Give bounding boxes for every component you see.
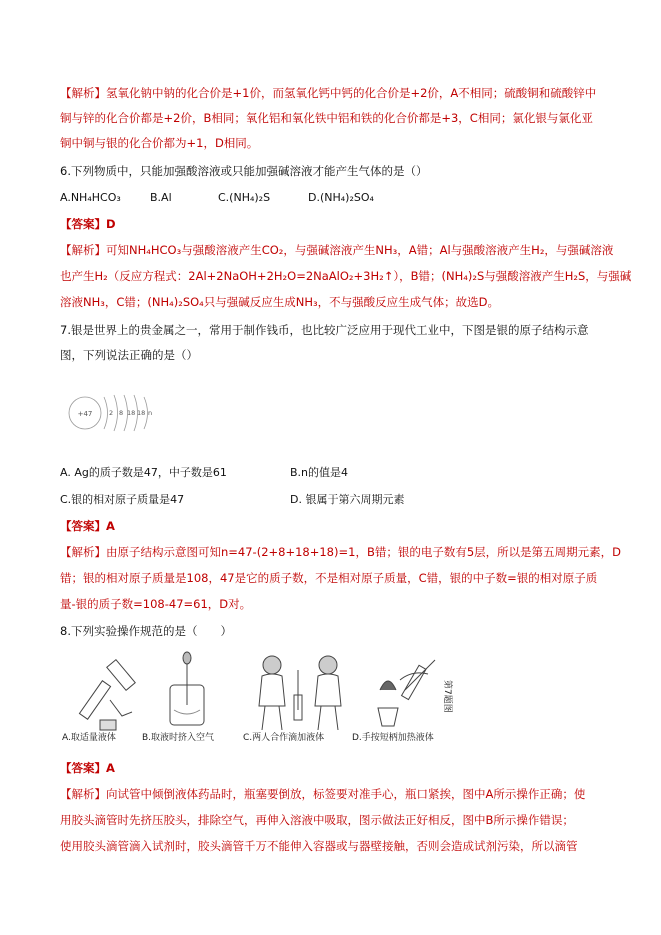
q8-explanation-line-2: 用胶头滴管时先挤压胶头，排除空气，再伸入溶液中吸取，图示做法正好相反，图中B所示操作错误； [60, 813, 574, 827]
shell-count-2: 8 [119, 409, 124, 417]
q6-option-b: B.Al [150, 191, 172, 204]
electron-shell-2 [114, 395, 118, 431]
q6-option-a: A.NH₄HCO₃ [60, 191, 121, 204]
q8-caption-b: B.取液时挤入空气 [142, 733, 215, 743]
figure-b-dropper [170, 652, 204, 725]
q7-option-d: D. 银属于第六周期元素 [290, 493, 405, 506]
q6-answer: 【答案】D [60, 217, 116, 231]
q8-explanation-line-3: 使用胶头滴管滴入试剂时，胶头滴管千万不能伸入容器或与器壁接触，否则会造成试剂污染，所以滴管 [60, 839, 578, 853]
q8-caption-a: A.取适量液体 [62, 733, 116, 743]
figure-number-label: 第7题图 [442, 680, 452, 713]
shell-count-3: 18 [127, 409, 136, 417]
silver-atom-structure-diagram [60, 385, 170, 441]
shell-count-5: n [148, 409, 153, 417]
q7-explanation-line-2: 错；银的相对原子质量是108，47是它的质子数，不是相对原子质量，C错，银的中子数=银的相对原子质 [60, 571, 598, 585]
q8-caption-d: D.手按短柄加热液体 [352, 733, 434, 743]
q7-option-b: B.n的值是4 [290, 466, 349, 479]
q8-stem: 8.下列实验操作规范的是（ ） [60, 624, 232, 638]
q6-explanation-line-3: 溶液NH₃，C错；(NH₄)₂SO₄只与强碱反应生成NH₃，不与强酸反应生成气体；故选D。 [60, 295, 500, 309]
q8-answer: 【答案】A [60, 761, 115, 775]
q6-stem: 6.下列物质中，只能加强酸溶液或只能加强碱溶液才能产生气体的是（） [60, 164, 428, 178]
q8-caption-c: C.两人合作滴加液体 [243, 733, 325, 743]
q8-explanation-line-1: 【解析】向试管中倾倒液体药品时，瓶塞要倒放，标签要对准手心，瓶口紧挨，图中A所示操作正确；使 [60, 787, 586, 801]
figure-d-heating [378, 660, 435, 726]
shell-count-1: 2 [109, 409, 114, 417]
q6-explanation-line-2: 也产生H₂（反应方程式：2Al+2NaOH+2H₂O=2NaAlO₂+3H₂↑），B错；(NH₄)₂S与强酸溶液产生H₂S，与强碱 [60, 269, 632, 283]
q7-explanation-line-1: 【解析】由原子结构示意图可知n=47-(2+8+18+18)=1，B错；银的电子数有5层，所以是第五周期元素，D [60, 545, 621, 559]
q6-option-c: C.(NH₄)₂S [218, 191, 271, 204]
q7-option-c: C.银的相对原子质量是47 [60, 493, 185, 506]
q7-answer: 【答案】A [60, 519, 115, 533]
figure-a-pouring [79, 660, 135, 730]
q7-explanation-line-3: 量-银的质子数=108-47=61，D对。 [60, 597, 252, 611]
q6-explanation-line-1: 【解析】可知NH₄HCO₃与强酸溶液产生CO₂，与强碱溶液产生NH₃，A错；Al与强酸溶液产生H₂，与强碱溶液 [60, 243, 614, 257]
q6-option-d: D.(NH₄)₂SO₄ [308, 191, 374, 204]
q7-stem-line-2: 图，下列说法正确的是（） [60, 348, 198, 362]
figure-c-two-people [259, 656, 341, 730]
nucleus-charge-label: +47 [77, 410, 93, 418]
q5-explanation-line-2: 铜与锌的化合价都是+2价，B相同；氧化铝和氧化铁中铝和铁的化合价都是+3，C相同；氯化银与氯化亚 [60, 111, 593, 125]
electron-shell-1 [104, 397, 108, 429]
q5-explanation-line-1: 【解析】氢氧化钠中钠的化合价是+1价，而氢氧化钙中钙的化合价是+2价，A不相同；硫酸铜和硫酸锌中 [60, 86, 597, 100]
q7-stem-line-1: 7.银是世界上的贵金属之一，常用于制作钱币，也比较广泛应用于现代工业中，下图是银的原子结构示意 [60, 323, 589, 337]
q7-option-a: A. Ag的质子数是47，中子数是61 [60, 466, 227, 479]
shell-count-4: 18 [137, 409, 146, 417]
q5-explanation-line-3: 铜中铜与银的化合价都为+1，D相同。 [60, 136, 259, 150]
